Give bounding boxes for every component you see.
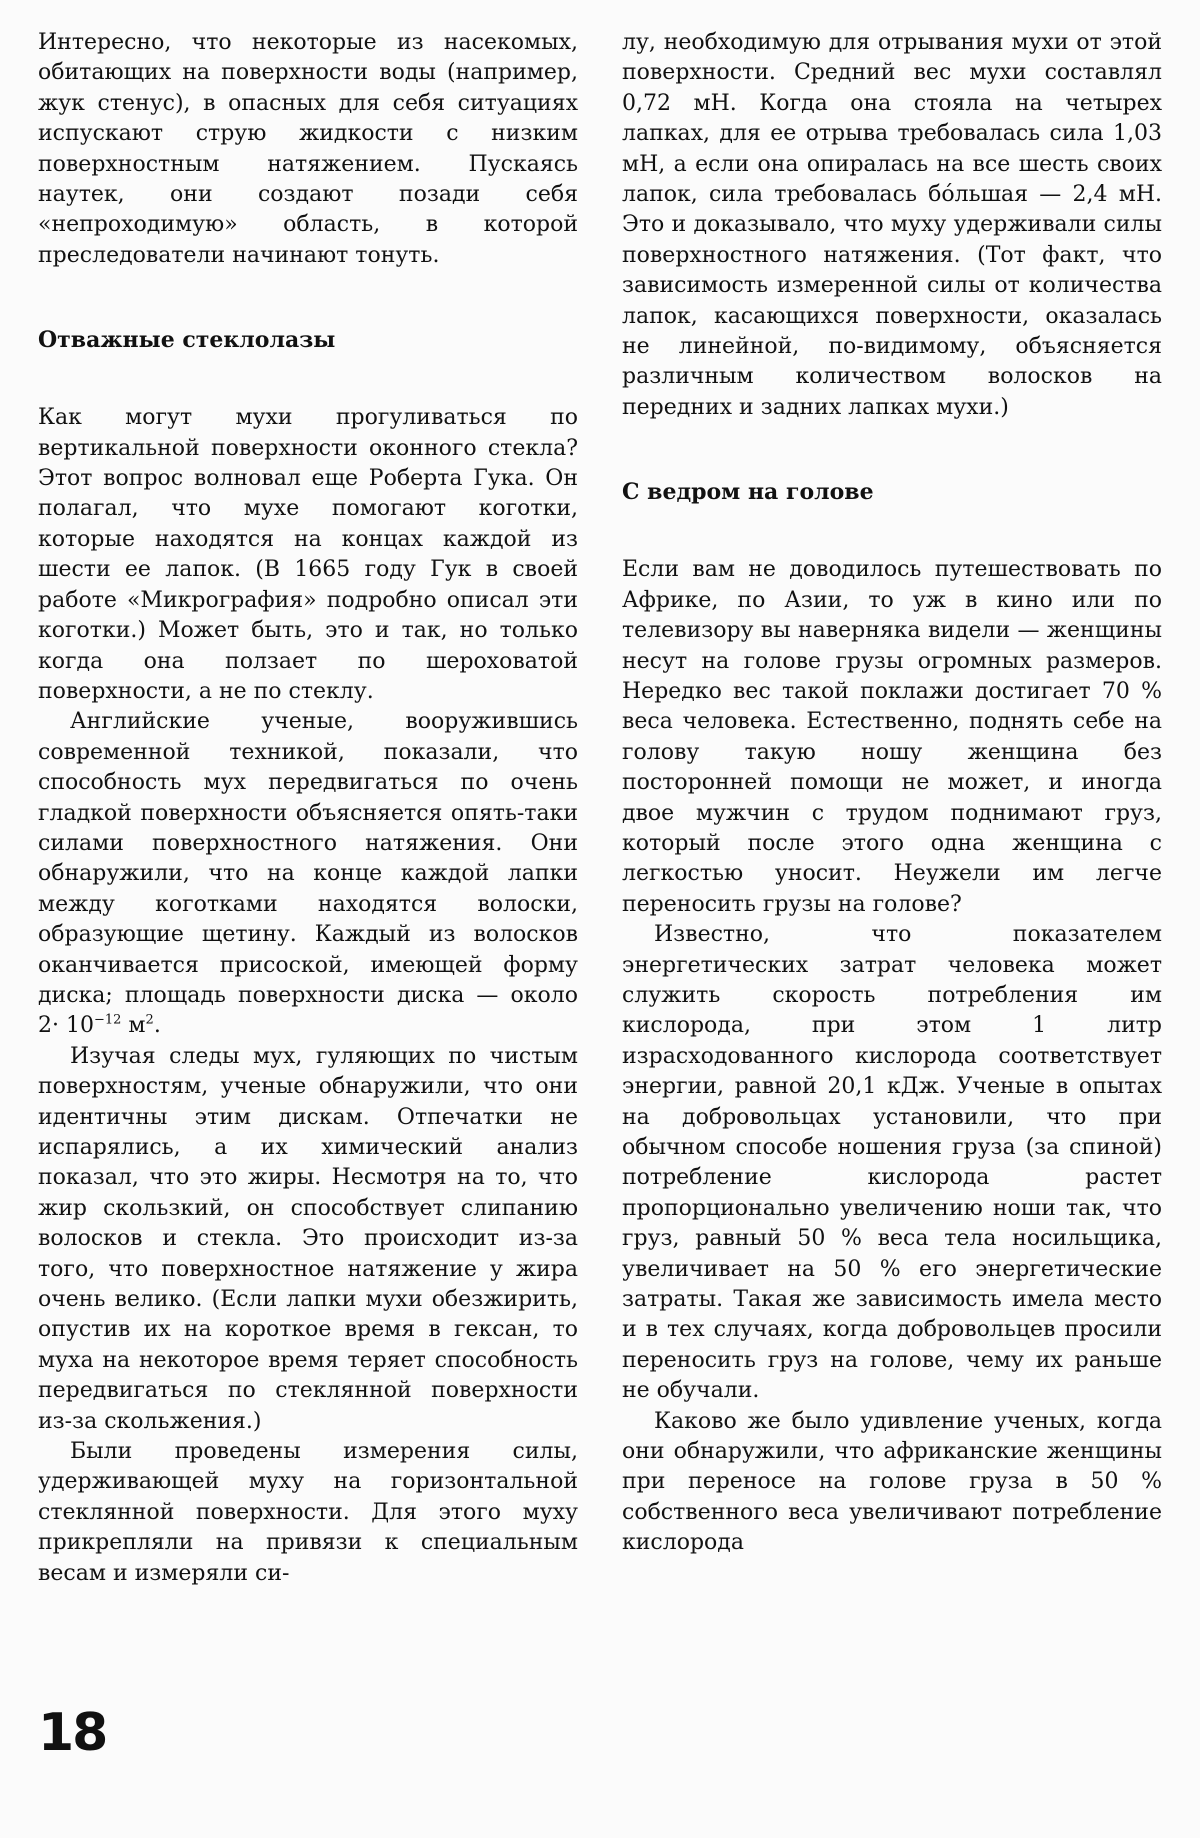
exponent: 2 (145, 1013, 154, 1029)
section-heading-bucket-on-head: С ведром на голове (622, 479, 874, 506)
paragraph-force-continued: лу, необходимую для отрывания мухи от этой поверхности. Средний вес мухи составлял 0,72 мН. Когда она стояла на четырех лапках, для ее отрыва требовалась сила 1,03 мН, а если она опиралась на все шесть своих лапок, сила требовалась бóльшая — 2,4 мН. Это и доказывало, что муху удерживали силы поверхностного натяжения. (Тот факт, что зависимость измеренной силы от количества лапок, касающихся поверхности, оказалась не линейной, по-видимому, объясняется различным количеством волосков на передних и задних лапках мухи.) (622, 30, 1162, 420)
paragraph-force-measurements: Были проведены измерения силы, удерживающей муху на горизонтальной стеклянной поверхности. Для этого муху прикрепляли на привязи к специальным весам и измеряли си- (38, 1439, 578, 1586)
paragraph-surprise: Каково же было удивление ученых, когда они обнаружили, что африканские женщины при переносе на голове груза в 50 % собственного веса увеличивают потребление кислорода (622, 1408, 1162, 1556)
paragraph-flies-question: Как могут мухи прогуливаться по вертикальной поверхности оконного стекла? Этот вопрос волновал еще Роберта Гука. Он полагал, что мухе помогают коготки, которые находятся на концах каждой из шести ее лапок. (В 1665 году Гук в своей работе «Микрография» подробно описал эти коготки.) Может быть, это и так, но только когда она ползает по шероховатой поверхности, а не по стеклу. (38, 405, 578, 704)
left-column (38, 28, 578, 1589)
right-column (622, 28, 1162, 1559)
page-number: 18 (38, 1703, 107, 1763)
exponent: −12 (93, 1013, 122, 1029)
intro-paragraph: Интересно, что некоторые из насекомых, обитающих на поверхности воды (например, жук стенус), в опасных для себя ситуациях испускают струю жидкости с низким поверхностным натяжением. Пускаясь наутек, они создают позади себя «непроходимую» область, в которой преследователи начинают тонуть. (38, 30, 578, 268)
spacer (622, 423, 1162, 477)
spacer (622, 507, 1162, 555)
paragraph-fly-traces: Изучая следы мух, гуляющих по чистым поверхностям, ученые обнаружили, что они идентичны этим дискам. Отпечатки не испарялись, а их химический анализ показал, что это жиры. Несмотря на то, что жир скользкий, он способствует слипанию волосков и стекла. Это происходит из-за того, что поверхностное натяжение у жира очень велико. (Если лапки мухи обезжирить, опустив их на короткое время в гексан, то муха на некоторое время теряет способность передвигаться по стеклянной поверхности из-за скольжения.) (38, 1043, 578, 1434)
paragraph-africa-loads: Если вам не доводилось путешествовать по Африке, по Азии, то уж в кино или по телевизору вы наверняка видели — женщины несут на голове грузы огромных размеров. Нередко вес такой поклажи достигает 70 % веса человека. Естественно, поднять себе на голову такую ношу женщина без посторонней помощи не может, и иногда двое мужчин с трудом поднимают груз, который после этого одна женщина с легкостью уносит. Неужели им легче переносить грузы на голове? (622, 557, 1162, 917)
spacer (38, 271, 578, 325)
spacer (38, 355, 578, 403)
paragraph-english-scientists (38, 707, 578, 1041)
paragraph-text: Английские ученые, вооружившись современной техникой, показали, что способность мух передвигаться по очень гладкой поверхности объясняется опять-таки силами поверхностного натяжения. Они обнаружили, что на конце каждой лапки между коготками находятся волоски, образующие щетину. Каждый из волосков оканчивается присоской, имеющей форму диска; площадь поверхности диска — около 2· 10 (38, 709, 578, 1039)
paragraph-oxygen-consumption: Известно, что показателем энергетических затрат человека может служить скорость потребления им кислорода, при этом 1 литр израсходованного кислорода соответствует энергии, равной 20,1 кДж. Ученые в опытах на добровольцах установили, что при обычном способе ношения груза (за спиной) потребление кислорода растет пропорционально увеличению ноши так, что груз, равный 50 % веса тела носильщика, увеличивает на 50 % его энергетические затраты. Такая же зависимость имела место и в тех случаях, когда добровольцев просили переносить груз на голове, чему их раньше не обучали. (622, 922, 1162, 1404)
section-heading-glass-climbers: Отважные стеклолазы (38, 327, 336, 354)
unit-text: м (121, 1013, 146, 1039)
paragraph-end: . (153, 1013, 161, 1039)
